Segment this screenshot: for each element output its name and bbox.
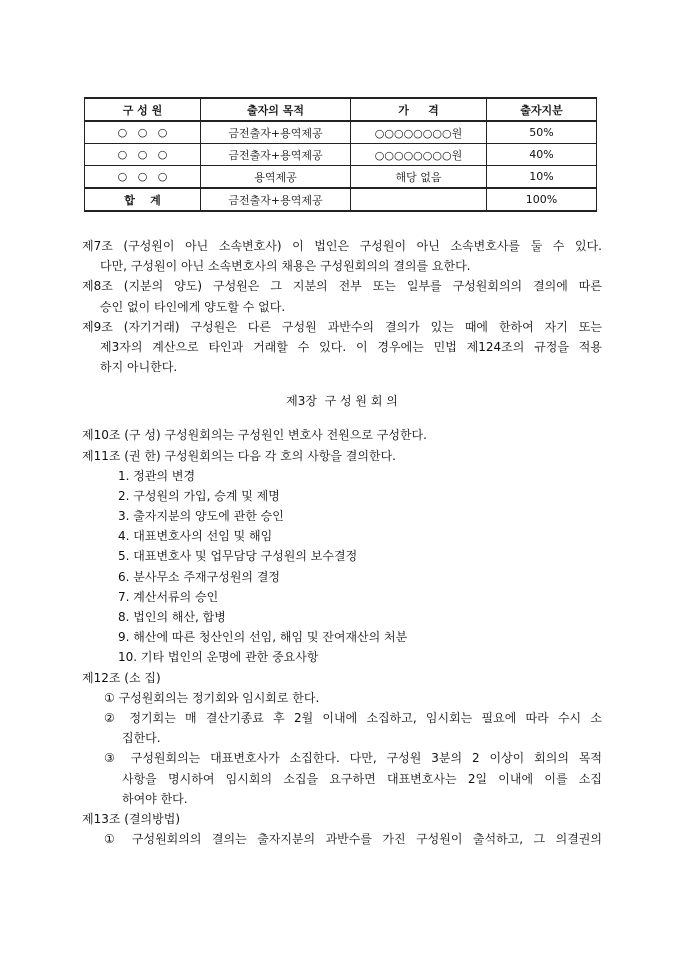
table-total-row [85, 188, 597, 211]
article-11-item: 1. 정관의 변경 [118, 468, 196, 483]
member-contribution-table [84, 97, 597, 212]
articles-body [82, 236, 602, 849]
cell-purpose: 금전출자+용역제공 [201, 144, 351, 166]
article-11-item: 9. 해산에 따른 청산인의 선임, 해임 및 잔여재산의 처분 [118, 630, 408, 645]
cell-price: ○○○○○○○○원 [351, 144, 487, 166]
article-12: 제12조 (소 집) [82, 670, 161, 685]
chapter-3-heading: 제3장 구 성 원 회 의 [286, 394, 398, 409]
article-12-para-3-line-2: 사항을 명시하여 임시회의 소집을 요구하면 대표변호사는 2일 이내에 이를 소집 [122, 771, 602, 786]
article-11-item: 7. 계산서류의 승인 [118, 589, 219, 604]
cell-total-price [351, 188, 487, 211]
header-price: 가 격 [351, 98, 487, 121]
article-12-para-2-line-1: ② 정기회는 매 결산기종료 후 2월 이내에 소집하고, 임시회는 필요에 따라 수시 소 [104, 710, 602, 725]
cell-share: 10% [487, 166, 597, 189]
article-11-item: 4. 대표변호사의 선임 및 해임 [118, 529, 273, 544]
article-12-para-1: ① 구성원회의는 정기회와 임시회로 한다. [104, 690, 320, 705]
header-member: 구 성 원 [85, 98, 201, 121]
article-12-para-3-line-3: 하여야 한다. [122, 791, 188, 806]
article-12-para-2-line-2: 집한다. [122, 731, 161, 746]
table-row [85, 166, 597, 189]
header-share: 출자지분 [487, 98, 597, 121]
cell-total-label: 합 계 [85, 188, 201, 211]
article-11-item: 2. 구성원의 가입, 승계 및 제명 [118, 488, 280, 503]
cell-total-purpose: 금전출자+용역제공 [201, 188, 351, 211]
article-7-line-1: 제7조 (구성원이 아닌 소속변호사) 이 법인은 구성원이 아닌 소속변호사를 둘 수 있다. [82, 239, 602, 253]
article-9-line-1: 제9조 (자기거래) 구성원은 다른 구성원 과반수의 결의가 있는 때에 한하여 자기 또는 [82, 319, 602, 334]
article-11-item: 10. 기타 법인의 운명에 관한 중요사항 [118, 650, 319, 665]
header-purpose: 출자의 목적 [201, 98, 351, 121]
article-11-item: 3. 출자지분의 양도에 관한 승인 [118, 509, 284, 524]
article-12-para-3-line-1: ③ 구성원회의는 대표변호사가 소집한다. 다만, 구성원 3분의 2 이상이 회의의 목적 [104, 751, 602, 766]
article-8-line-1: 제8조 (지분의 양도) 구성원은 그 지분의 전부 또는 일부를 구성원회의의 결의에 따른 [82, 279, 602, 294]
cell-share: 40% [487, 144, 597, 166]
article-13: 제13조 (결의방법) [82, 811, 180, 826]
cell-purpose: 용역제공 [201, 166, 351, 189]
article-11-item: 5. 대표변호사 및 업무담당 구성원의 보수결정 [118, 549, 358, 564]
cell-total-share: 100% [487, 188, 597, 211]
article-9-line-3: 하지 아니한다. [100, 360, 178, 375]
article-11-item: 6. 분사무소 주재구성원의 결정 [118, 569, 280, 584]
article-11-item: 8. 법인의 해산, 합병 [118, 610, 226, 624]
table-header-row [85, 98, 597, 121]
article-9-line-2: 제3자의 계산으로 타인과 거래할 수 있다. 이 경우에는 민법 제124조의 규정을 적용 [100, 339, 602, 354]
article-11: 제11조 (권 한) 구성원회의는 다음 각 호의 사항을 결의한다. [82, 448, 396, 463]
table-row [85, 144, 597, 166]
cell-share: 50% [487, 121, 597, 144]
article-8-line-2: 승인 없이 타인에게 양도할 수 없다. [100, 299, 286, 314]
article-10: 제10조 (구 성) 구성원회의는 구성원인 변호사 전원으로 구성한다. [82, 428, 427, 443]
table-row [85, 121, 597, 144]
cell-price: 해당 없음 [351, 166, 487, 189]
article-7-line-2: 다만, 구성원이 아닌 소속변호사의 채용은 구성원회의의 결의를 요한다. [100, 259, 471, 274]
cell-member: ○ ○ ○ [85, 166, 201, 189]
cell-purpose: 금전출자+용역제공 [201, 121, 351, 144]
cell-member: ○ ○ ○ [85, 121, 201, 144]
cell-member: ○ ○ ○ [85, 144, 201, 166]
cell-price: ○○○○○○○○원 [351, 121, 487, 144]
article-13-para-1-line-1: ① 구성원회의의 결의는 출자지분의 과반수를 가진 구성원이 출석하고, 그 의결권의 [104, 832, 602, 847]
